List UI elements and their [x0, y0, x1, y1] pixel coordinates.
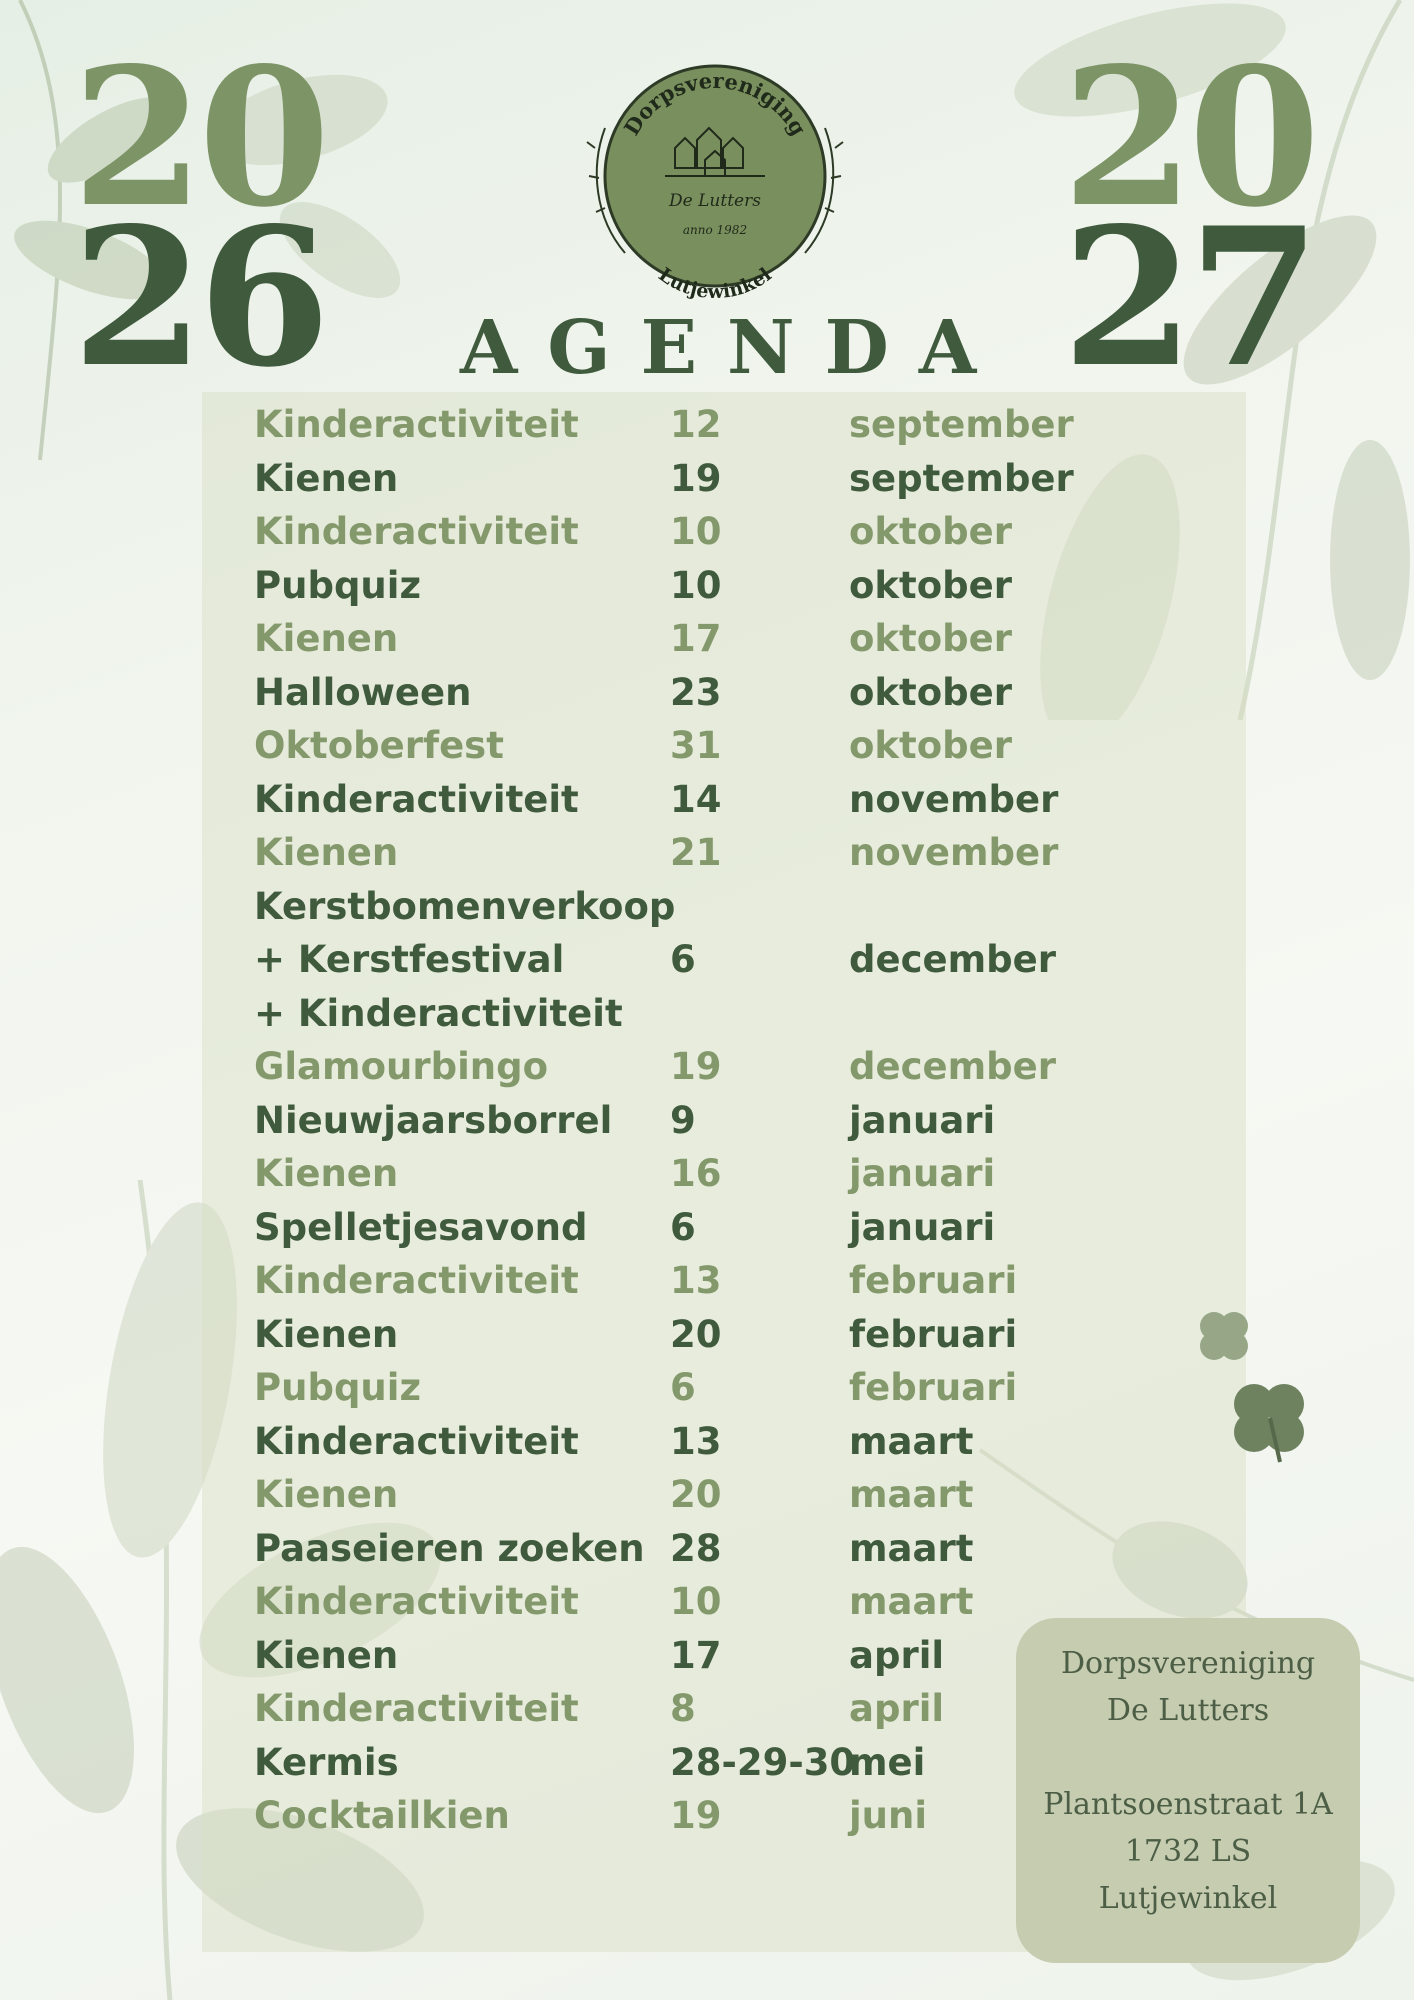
event-month: november [849, 831, 1059, 874]
address-city: Lutjewinkel [1098, 1881, 1278, 1916]
event-day: 28-29-30 [670, 1740, 856, 1784]
clover-icon-large [1218, 1366, 1322, 1470]
event-name: Kinderactiviteit [254, 1687, 579, 1730]
year-end-bottom: 27 [1062, 186, 1315, 409]
event-month: mei [849, 1740, 926, 1784]
event-row [254, 880, 1154, 1041]
event-name: Kienen [254, 1473, 399, 1516]
event-row [254, 1201, 1154, 1255]
event-day: 19 [670, 1045, 722, 1088]
logo-since: anno 1982 [682, 223, 748, 237]
event-month: oktober [849, 510, 1012, 553]
event-month: december [849, 1045, 1056, 1088]
event-month: oktober [849, 724, 1012, 767]
event-month: juni [849, 1794, 928, 1837]
event-row [254, 1468, 1154, 1522]
event-day: 13 [670, 1419, 722, 1463]
event-day: 9 [670, 1098, 696, 1142]
clover-icon-small [1188, 1300, 1260, 1372]
event-day: 20 [670, 1473, 722, 1516]
event-day: 6 [670, 1366, 696, 1409]
event-row [254, 1415, 1154, 1469]
event-name: Spelletjesavond [254, 1205, 588, 1249]
event-day: 20 [670, 1312, 722, 1356]
event-month: april [849, 1687, 945, 1730]
address-org: Dorpsvereniging [1060, 1646, 1316, 1681]
event-row [254, 1040, 1154, 1094]
logo-name: De Lutters [669, 191, 761, 211]
address-org-name: De Lutters [1106, 1693, 1270, 1728]
event-name-line: + Kinderactiviteit [254, 991, 623, 1035]
event-month: januari [849, 1098, 996, 1142]
event-name: Kinderactiviteit [254, 403, 579, 446]
event-list [254, 398, 1154, 1843]
event-month: december [849, 938, 1056, 981]
year-start-bottom: 26 [72, 186, 325, 409]
event-day: 14 [670, 777, 722, 821]
event-name: Paaseieren zoeken [254, 1526, 645, 1570]
event-name: Kermis [254, 1740, 399, 1784]
event-name: Kinderactiviteit [254, 777, 579, 821]
event-name: Kienen [254, 617, 399, 660]
event-name [254, 880, 676, 1041]
event-day: 13 [670, 1259, 722, 1302]
event-month: februari [849, 1312, 1018, 1356]
event-day: 10 [670, 1580, 722, 1623]
event-day: 12 [670, 403, 722, 446]
event-day: 21 [670, 831, 722, 874]
event-month: maart [849, 1526, 974, 1570]
event-row [254, 773, 1154, 827]
event-row [254, 1094, 1154, 1148]
event-name: Pubquiz [254, 563, 421, 607]
event-name: Kinderactiviteit [254, 510, 579, 553]
address-card [1016, 1618, 1360, 1963]
event-row [254, 452, 1154, 506]
event-name: Halloween [254, 670, 472, 714]
event-row [254, 1522, 1154, 1576]
event-month: september [849, 403, 1074, 446]
year-end-top: 20 [1062, 26, 1315, 249]
event-name: Kinderactiviteit [254, 1419, 579, 1463]
event-name: Cocktailkien [254, 1794, 510, 1837]
event-row [254, 1147, 1154, 1201]
event-name: Kienen [254, 1633, 399, 1677]
event-name: Kienen [254, 1152, 399, 1195]
event-month: januari [849, 1152, 996, 1195]
event-name: Oktoberfest [254, 724, 504, 767]
event-month: oktober [849, 670, 1012, 714]
event-month: september [849, 456, 1074, 500]
event-name-line: + Kerstfestival [254, 938, 565, 981]
event-month: maart [849, 1419, 974, 1463]
event-row [254, 398, 1154, 452]
event-row [254, 559, 1154, 613]
event-row [254, 1361, 1154, 1415]
event-day: 31 [670, 724, 722, 767]
event-month: oktober [849, 617, 1012, 660]
event-month: april [849, 1633, 945, 1677]
event-month: januari [849, 1205, 996, 1249]
event-month: februari [849, 1366, 1018, 1409]
event-row [254, 1308, 1154, 1362]
event-row [254, 666, 1154, 720]
event-name: Nieuwjaarsborrel [254, 1098, 613, 1142]
event-day: 17 [670, 1633, 722, 1677]
event-month: maart [849, 1473, 974, 1516]
event-day: 6 [670, 1205, 696, 1249]
address-spacer [1016, 1734, 1360, 1781]
event-day: 19 [670, 1794, 722, 1837]
event-name: Kinderactiviteit [254, 1580, 579, 1623]
event-day: 28 [670, 1526, 722, 1570]
event-day: 10 [670, 563, 722, 607]
event-name: Pubquiz [254, 1366, 421, 1409]
club-logo [565, 48, 865, 308]
address-postcode: 1732 LS [1124, 1834, 1252, 1869]
event-name: Kienen [254, 456, 399, 500]
event-month: maart [849, 1580, 974, 1623]
event-row [254, 612, 1154, 666]
event-month: februari [849, 1259, 1018, 1302]
logo-arc-top: Dorpsvereniging [618, 67, 812, 140]
event-day: 10 [670, 510, 722, 553]
event-name: Kienen [254, 831, 399, 874]
event-month: november [849, 777, 1059, 821]
event-day: 16 [670, 1152, 722, 1195]
event-row [254, 719, 1154, 773]
event-name-line: Kerstbomenverkoop [254, 884, 676, 928]
event-day: 17 [670, 617, 722, 660]
event-row [254, 1575, 1154, 1629]
event-day: 23 [670, 670, 722, 714]
logo-arc-bottom: Lutjewinkel [654, 263, 776, 304]
event-name: Kienen [254, 1312, 399, 1356]
event-day: 19 [670, 456, 722, 500]
event-day: 8 [670, 1687, 696, 1730]
page-title: AGENDA [460, 305, 1007, 391]
address-street: Plantsoenstraat 1A [1043, 1787, 1333, 1822]
event-day: 6 [670, 938, 696, 981]
event-name: Glamourbingo [254, 1045, 548, 1088]
event-row [254, 1254, 1154, 1308]
year-start-top: 20 [72, 26, 325, 249]
event-name: Kinderactiviteit [254, 1259, 579, 1302]
event-row [254, 505, 1154, 559]
event-row [254, 826, 1154, 880]
event-month: oktober [849, 563, 1012, 607]
